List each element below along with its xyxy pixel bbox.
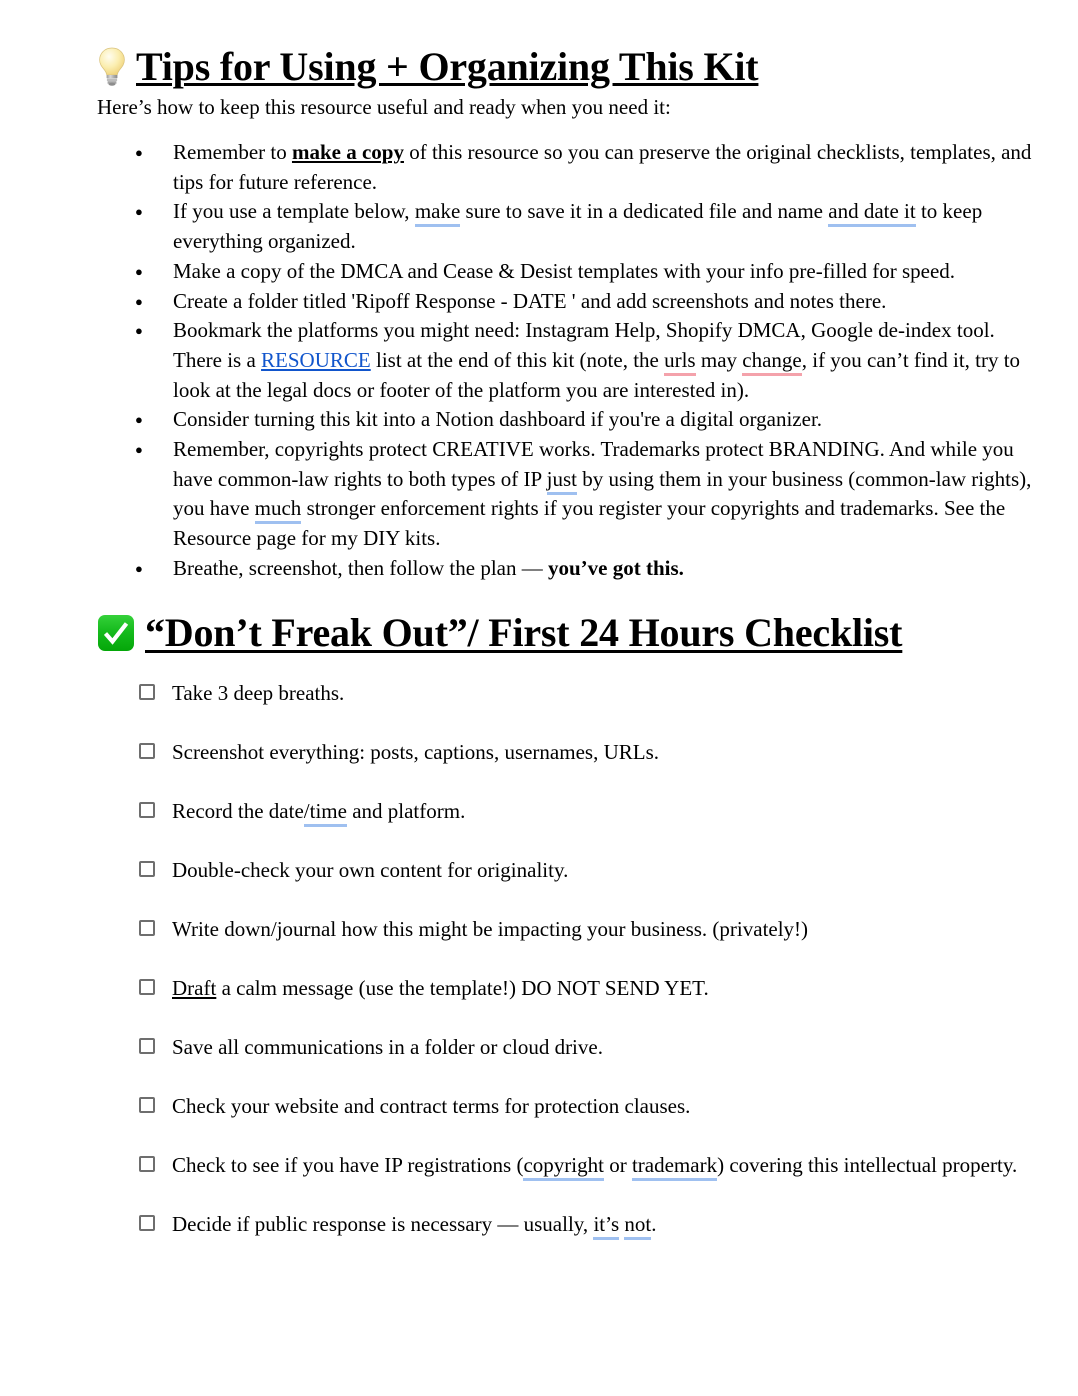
tip-item-save-and-name bbox=[97, 197, 1033, 256]
section-2-heading-text: “Don’t Freak Out”/ First 24 Hours Checklist bbox=[145, 609, 903, 655]
checkbox-draft-calm-message[interactable] bbox=[139, 979, 155, 995]
light-bulb-icon bbox=[97, 46, 127, 94]
checklist-item-screenshot-everything bbox=[97, 739, 1033, 767]
tip-bookmark-platforms-run-3: urls bbox=[664, 348, 696, 376]
tip-item-ripoff-folder bbox=[97, 287, 1033, 317]
tip-item-notion-dashboard bbox=[97, 405, 1033, 435]
chk-decide-public-response-run-0: Decide if public response is necessary — usually, bbox=[172, 1211, 594, 1236]
tip-copyright-vs-trademark-run-1: just bbox=[547, 467, 577, 495]
chk-screenshot-everything-run-0: Screenshot everything: posts, captions, usernames, URLs. bbox=[172, 740, 659, 765]
chk-check-ip-registrations-run-4: ) covering this intellectual property. bbox=[717, 1152, 1018, 1177]
tip-item-breathe bbox=[97, 554, 1033, 584]
checklist-text-screenshot-everything bbox=[172, 740, 659, 764]
tip-item-bookmark-platforms bbox=[97, 316, 1033, 405]
chk-check-ip-registrations-run-1: copyright bbox=[523, 1153, 603, 1181]
section-1-heading bbox=[97, 46, 1033, 94]
checkbox-save-communications[interactable] bbox=[139, 1038, 155, 1054]
checklist-text-decide-public-response bbox=[172, 1212, 656, 1240]
tip-item-copyright-vs-trademark bbox=[97, 435, 1033, 554]
checkbox-record-date-time[interactable] bbox=[139, 802, 155, 818]
chk-check-ip-registrations-run-0: Check to see if you have IP registrations ( bbox=[172, 1152, 524, 1177]
checklist-text-deep-breaths bbox=[172, 681, 344, 705]
checklist-item-check-ip-registrations bbox=[97, 1152, 1033, 1180]
checkbox-decide-public-response[interactable] bbox=[139, 1215, 155, 1231]
checklist-item-journal-impact bbox=[97, 916, 1033, 944]
chk-decide-public-response-run-1: it’s bbox=[593, 1212, 619, 1240]
chk-save-communications-run-0: Save all communications in a folder or cloud drive. bbox=[172, 1034, 603, 1059]
section-1-intro: Here’s how to keep this resource useful and ready when you need it: bbox=[97, 95, 671, 120]
checkbox-double-check-originality[interactable] bbox=[139, 861, 155, 877]
tip-make-a-copy-run-0: Remember to bbox=[173, 140, 292, 164]
chk-draft-calm-message-run-1: a calm message (use the template!) DO NOT SEND YET. bbox=[216, 975, 709, 1000]
checklist-item-draft-calm-message bbox=[97, 975, 1033, 1003]
tip-dmca-templates-run-0: Make a copy of the DMCA and Cease & Desist templates with your info pre-filled for speed. bbox=[173, 258, 956, 283]
chk-check-ip-registrations-run-3: trademark bbox=[632, 1153, 717, 1181]
tip-save-and-name-run-0: If you use a template below, bbox=[173, 199, 415, 224]
chk-check-website-terms-run-0: Check your website and contract terms for protection clauses. bbox=[172, 1093, 691, 1118]
checklist-item-check-website-terms bbox=[97, 1093, 1033, 1121]
checkbox-screenshot-everything[interactable] bbox=[139, 743, 155, 759]
tip-bookmark-platforms-run-5: change bbox=[742, 348, 801, 376]
tip-make-a-copy-run-2: of this resource so you can preserve the original checklists, templates, and tips for future reference. bbox=[173, 140, 1032, 194]
checklist-text-journal-impact bbox=[172, 917, 808, 941]
checklist-text-record-date-time bbox=[172, 799, 465, 827]
checklist-text-check-ip-registrations bbox=[172, 1153, 1017, 1181]
checklist-text-draft-calm-message bbox=[172, 976, 709, 1000]
tip-save-and-name-run-2: sure to save it in a dedicated file and name bbox=[460, 199, 829, 224]
chk-check-ip-registrations-run-2: or bbox=[603, 1152, 632, 1177]
checklist-text-double-check-originality bbox=[172, 858, 568, 882]
tip-item-dmca-templates bbox=[97, 257, 1033, 287]
first-24-hours-checklist bbox=[97, 680, 1033, 1238]
tip-copyright-vs-trademark-run-3: much bbox=[255, 496, 302, 524]
chk-decide-public-response-run-3: not bbox=[624, 1212, 651, 1240]
tip-bookmark-platforms-run-2: list at the end of this kit (note, the bbox=[370, 347, 665, 372]
checklist-text-save-communications bbox=[172, 1035, 603, 1059]
white-check-mark-icon bbox=[97, 614, 135, 652]
tip-copyright-vs-trademark-run-0: Remember, copyrights protect CREATIVE works. Trademarks protect BRANDING. And while you have common-law rights to both types of IP bbox=[173, 437, 1014, 491]
checklist-text-check-website-terms bbox=[172, 1094, 690, 1118]
chk-journal-impact-run-0: Write down/journal how this might be impacting your business. (privately!) bbox=[172, 917, 809, 942]
chk-record-date-time-run-2: and platform. bbox=[346, 799, 466, 824]
tips-list bbox=[97, 138, 1033, 584]
checklist-item-deep-breaths bbox=[97, 680, 1033, 708]
tip-notion-dashboard-run-0: Consider turning this kit into a Notion dashboard if you're a digital organizer. bbox=[173, 407, 823, 432]
tip-bookmark-platforms-run-4: may bbox=[695, 347, 743, 372]
tip-ripoff-folder-run-0: Create a folder titled 'Ripoff Response - DATE ' and add screenshots and notes there. bbox=[173, 288, 887, 313]
tip-item-make-a-copy bbox=[97, 138, 1033, 197]
tip-bookmark-platforms-run-6: , if you can’t find it, try to look at the legal docs or footer of the platform you are interested in). bbox=[173, 347, 1021, 402]
chk-deep-breaths-run-0: Take 3 deep breaths. bbox=[172, 681, 345, 706]
tip-bookmark-platforms-run-0: Bookmark the platforms you might need: Instagram Help, Shopify DMCA, Google de-index tool. There is a bbox=[173, 318, 995, 372]
chk-record-date-time-run-1: /time bbox=[304, 799, 347, 827]
checkbox-deep-breaths[interactable] bbox=[139, 684, 155, 700]
tip-breathe-run-0: Breathe, screenshot, then follow the plan — bbox=[173, 555, 548, 580]
tip-bookmark-platforms-run-1[interactable]: RESOURCE bbox=[261, 347, 371, 372]
chk-record-date-time-run-0: Record the date bbox=[172, 799, 304, 824]
checklist-item-save-communications bbox=[97, 1034, 1033, 1062]
tip-copyright-vs-trademark-run-4: stronger enforcement rights if you register your copyrights and trademarks. See the Resource page for my DIY kits. bbox=[173, 496, 1006, 551]
tip-save-and-name-run-3: and date it bbox=[828, 199, 915, 227]
checklist-item-decide-public-response bbox=[97, 1211, 1033, 1239]
tip-save-and-name-run-1: make bbox=[415, 199, 460, 227]
checkbox-journal-impact[interactable] bbox=[139, 920, 155, 936]
checkbox-check-website-terms[interactable] bbox=[139, 1097, 155, 1113]
chk-double-check-originality-run-0: Double-check your own content for originality. bbox=[172, 858, 569, 883]
tip-save-and-name-run-4: to keep everything organized. bbox=[173, 199, 983, 254]
tip-breathe-run-1: you’ve got this. bbox=[547, 555, 684, 580]
tip-copyright-vs-trademark-run-2: by using them in your business (common-law rights), you have bbox=[173, 466, 1032, 521]
section-1-heading-text: Tips for Using + Organizing This Kit bbox=[136, 44, 759, 89]
tip-make-a-copy-run-1: make a copy bbox=[291, 140, 404, 164]
checklist-item-double-check-originality bbox=[97, 857, 1033, 885]
document-body bbox=[97, 46, 1033, 1270]
checklist-item-record-date-time bbox=[97, 798, 1033, 826]
checkbox-check-ip-registrations[interactable] bbox=[139, 1156, 155, 1172]
section-2-heading bbox=[97, 610, 1033, 657]
chk-draft-calm-message-run-0: Draft bbox=[172, 975, 217, 1000]
chk-decide-public-response-run-4: . bbox=[651, 1211, 657, 1236]
